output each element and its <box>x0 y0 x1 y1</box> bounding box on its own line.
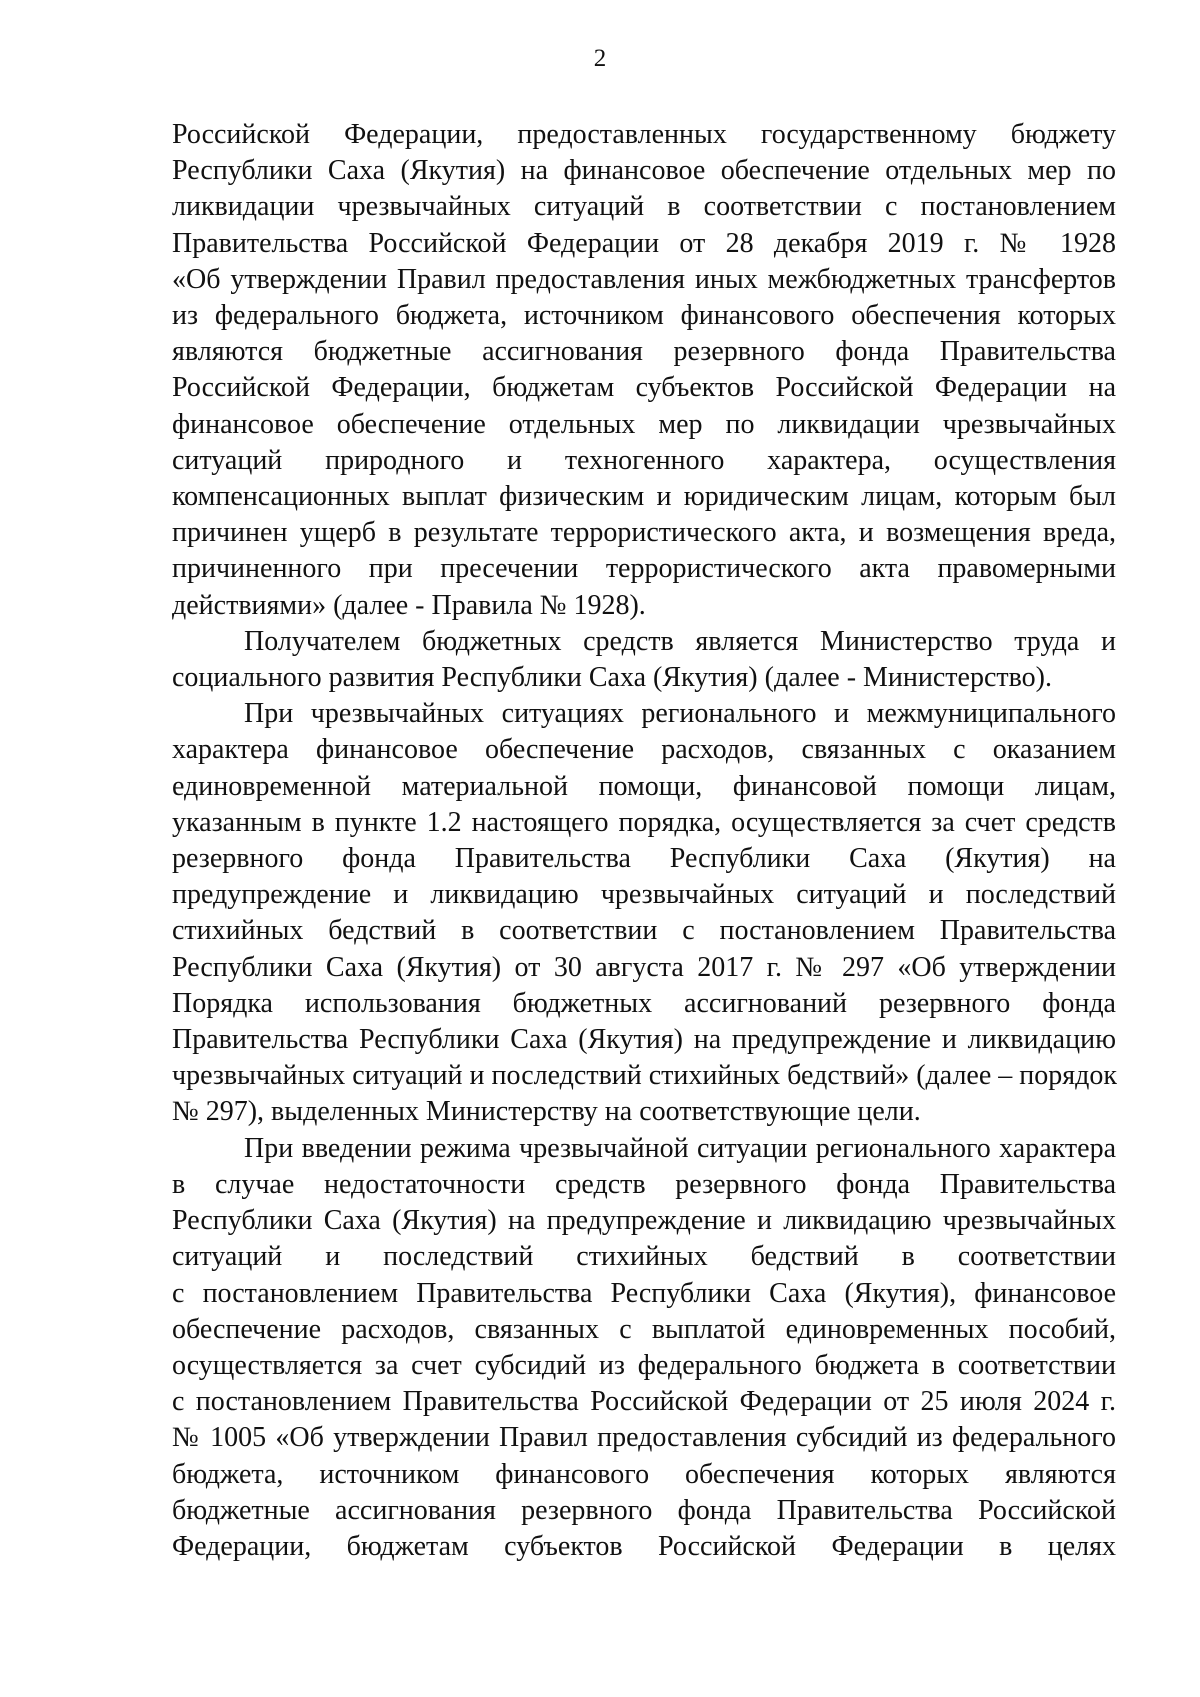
text-line: Республики Саха (Якутия) от 30 августа 2017 г. № 297 «Об утверждении <box>172 951 1116 983</box>
text-line: резервного фонда Правительства Республики Саха (Якутия) на <box>172 843 1116 875</box>
text-line: финансовое обеспечение отдельных мер по ликвидации чрезвычайных <box>172 408 1116 440</box>
text-line: Республики Саха (Якутия) на предупреждение и ликвидацию чрезвычайных <box>172 1205 1116 1237</box>
text-line: с постановлением Правительства Российской Федерации от 25 июля 2024 г. <box>172 1386 1116 1418</box>
paragraph <box>172 696 1116 1130</box>
text-line: Получателем бюджетных средств является Министерство труда и <box>244 625 1116 657</box>
text-line: При чрезвычайных ситуациях регионального и межмуниципального <box>244 698 1116 730</box>
text-line: являются бюджетные ассигнования резервного фонда Правительства <box>172 336 1116 368</box>
text-line: из федерального бюджета, источником финансового обеспечения которых <box>172 300 1116 332</box>
text-line: ситуаций природного и техногенного характера, осуществления <box>172 444 1116 476</box>
text-line: чрезвычайных ситуаций и последствий стихийных бедствий» (далее – порядок <box>172 1060 1117 1092</box>
text-line: № 1005 «Об утверждении Правил предоставления субсидий из федерального <box>172 1422 1116 1454</box>
text-line: осуществляется за счет субсидий из федерального бюджета в соответствии <box>172 1349 1116 1381</box>
text-line: Правительства Республики Саха (Якутия) на предупреждение и ликвидацию <box>172 1024 1116 1056</box>
text-line: Российской Федерации, предоставленных государственному бюджету <box>172 119 1116 150</box>
text-line: Правительства Российской Федерации от 28 декабря 2019 г. № 1928 <box>172 227 1116 259</box>
paragraph <box>172 117 1116 624</box>
text-line: Порядка использования бюджетных ассигнований резервного фонда <box>172 987 1116 1019</box>
text-line: бюджета, источником финансового обеспечения которых являются <box>172 1458 1116 1490</box>
text-line: с постановлением Правительства Республики Саха (Якутия), финансовое <box>172 1277 1116 1309</box>
text-line: Республики Саха (Якутия) на финансовое обеспечение отдельных мер по <box>172 155 1116 187</box>
text-line: № 297), выделенных Министерству на соответствующие цели. <box>172 1096 921 1128</box>
text-line: «Об утверждении Правил предоставления иных межбюджетных трансфертов <box>172 263 1116 295</box>
paragraph <box>172 1131 1116 1565</box>
text-line: в случае недостаточности средств резервного фонда Правительства <box>172 1168 1116 1200</box>
text-line: ликвидации чрезвычайных ситуаций в соответствии с постановлением <box>172 191 1116 223</box>
text-line: причинен ущерб в результате террористического акта, и возмещения вреда, <box>172 517 1116 549</box>
page-number: 2 <box>593 45 607 72</box>
text-line: характера финансовое обеспечение расходов, связанных с оказанием <box>172 734 1116 766</box>
text-line: указанным в пункте 1.2 настоящего порядка, осуществляется за счет средств <box>172 806 1116 838</box>
text-line: Российской Федерации, бюджетам субъектов Российской Федерации на <box>172 372 1116 404</box>
text-line: действиями» (далее - Правила № 1928). <box>172 589 646 621</box>
text-line: обеспечение расходов, связанных с выплатой единовременных пособий, <box>172 1313 1116 1345</box>
text-line: компенсационных выплат физическим и юридическим лицам, которым был <box>172 481 1116 513</box>
text-line: Федерации, бюджетам субъектов Российской Федерации в целях <box>172 1530 1116 1562</box>
text-line: социального развития Республики Саха (Якутия) (далее - Министерство). <box>172 662 1052 694</box>
paragraph <box>172 624 1116 696</box>
text-line: единовременной материальной помощи, финансовой помощи лицам, <box>172 770 1116 802</box>
text-line: предупреждение и ликвидацию чрезвычайных ситуаций и последствий <box>172 879 1116 911</box>
text-line: При введении режима чрезвычайной ситуации регионального характера <box>244 1132 1116 1164</box>
text-line: бюджетные ассигнования резервного фонда Правительства Российской <box>172 1494 1116 1526</box>
text-line: причиненного при пресечении террористического акта правомерными <box>172 553 1116 585</box>
text-line: стихийных бедствий в соответствии с постановлением Правительства <box>172 915 1116 947</box>
text-line: ситуаций и последствий стихийных бедствий в соответствии <box>172 1241 1116 1273</box>
document-body <box>172 117 1116 1565</box>
